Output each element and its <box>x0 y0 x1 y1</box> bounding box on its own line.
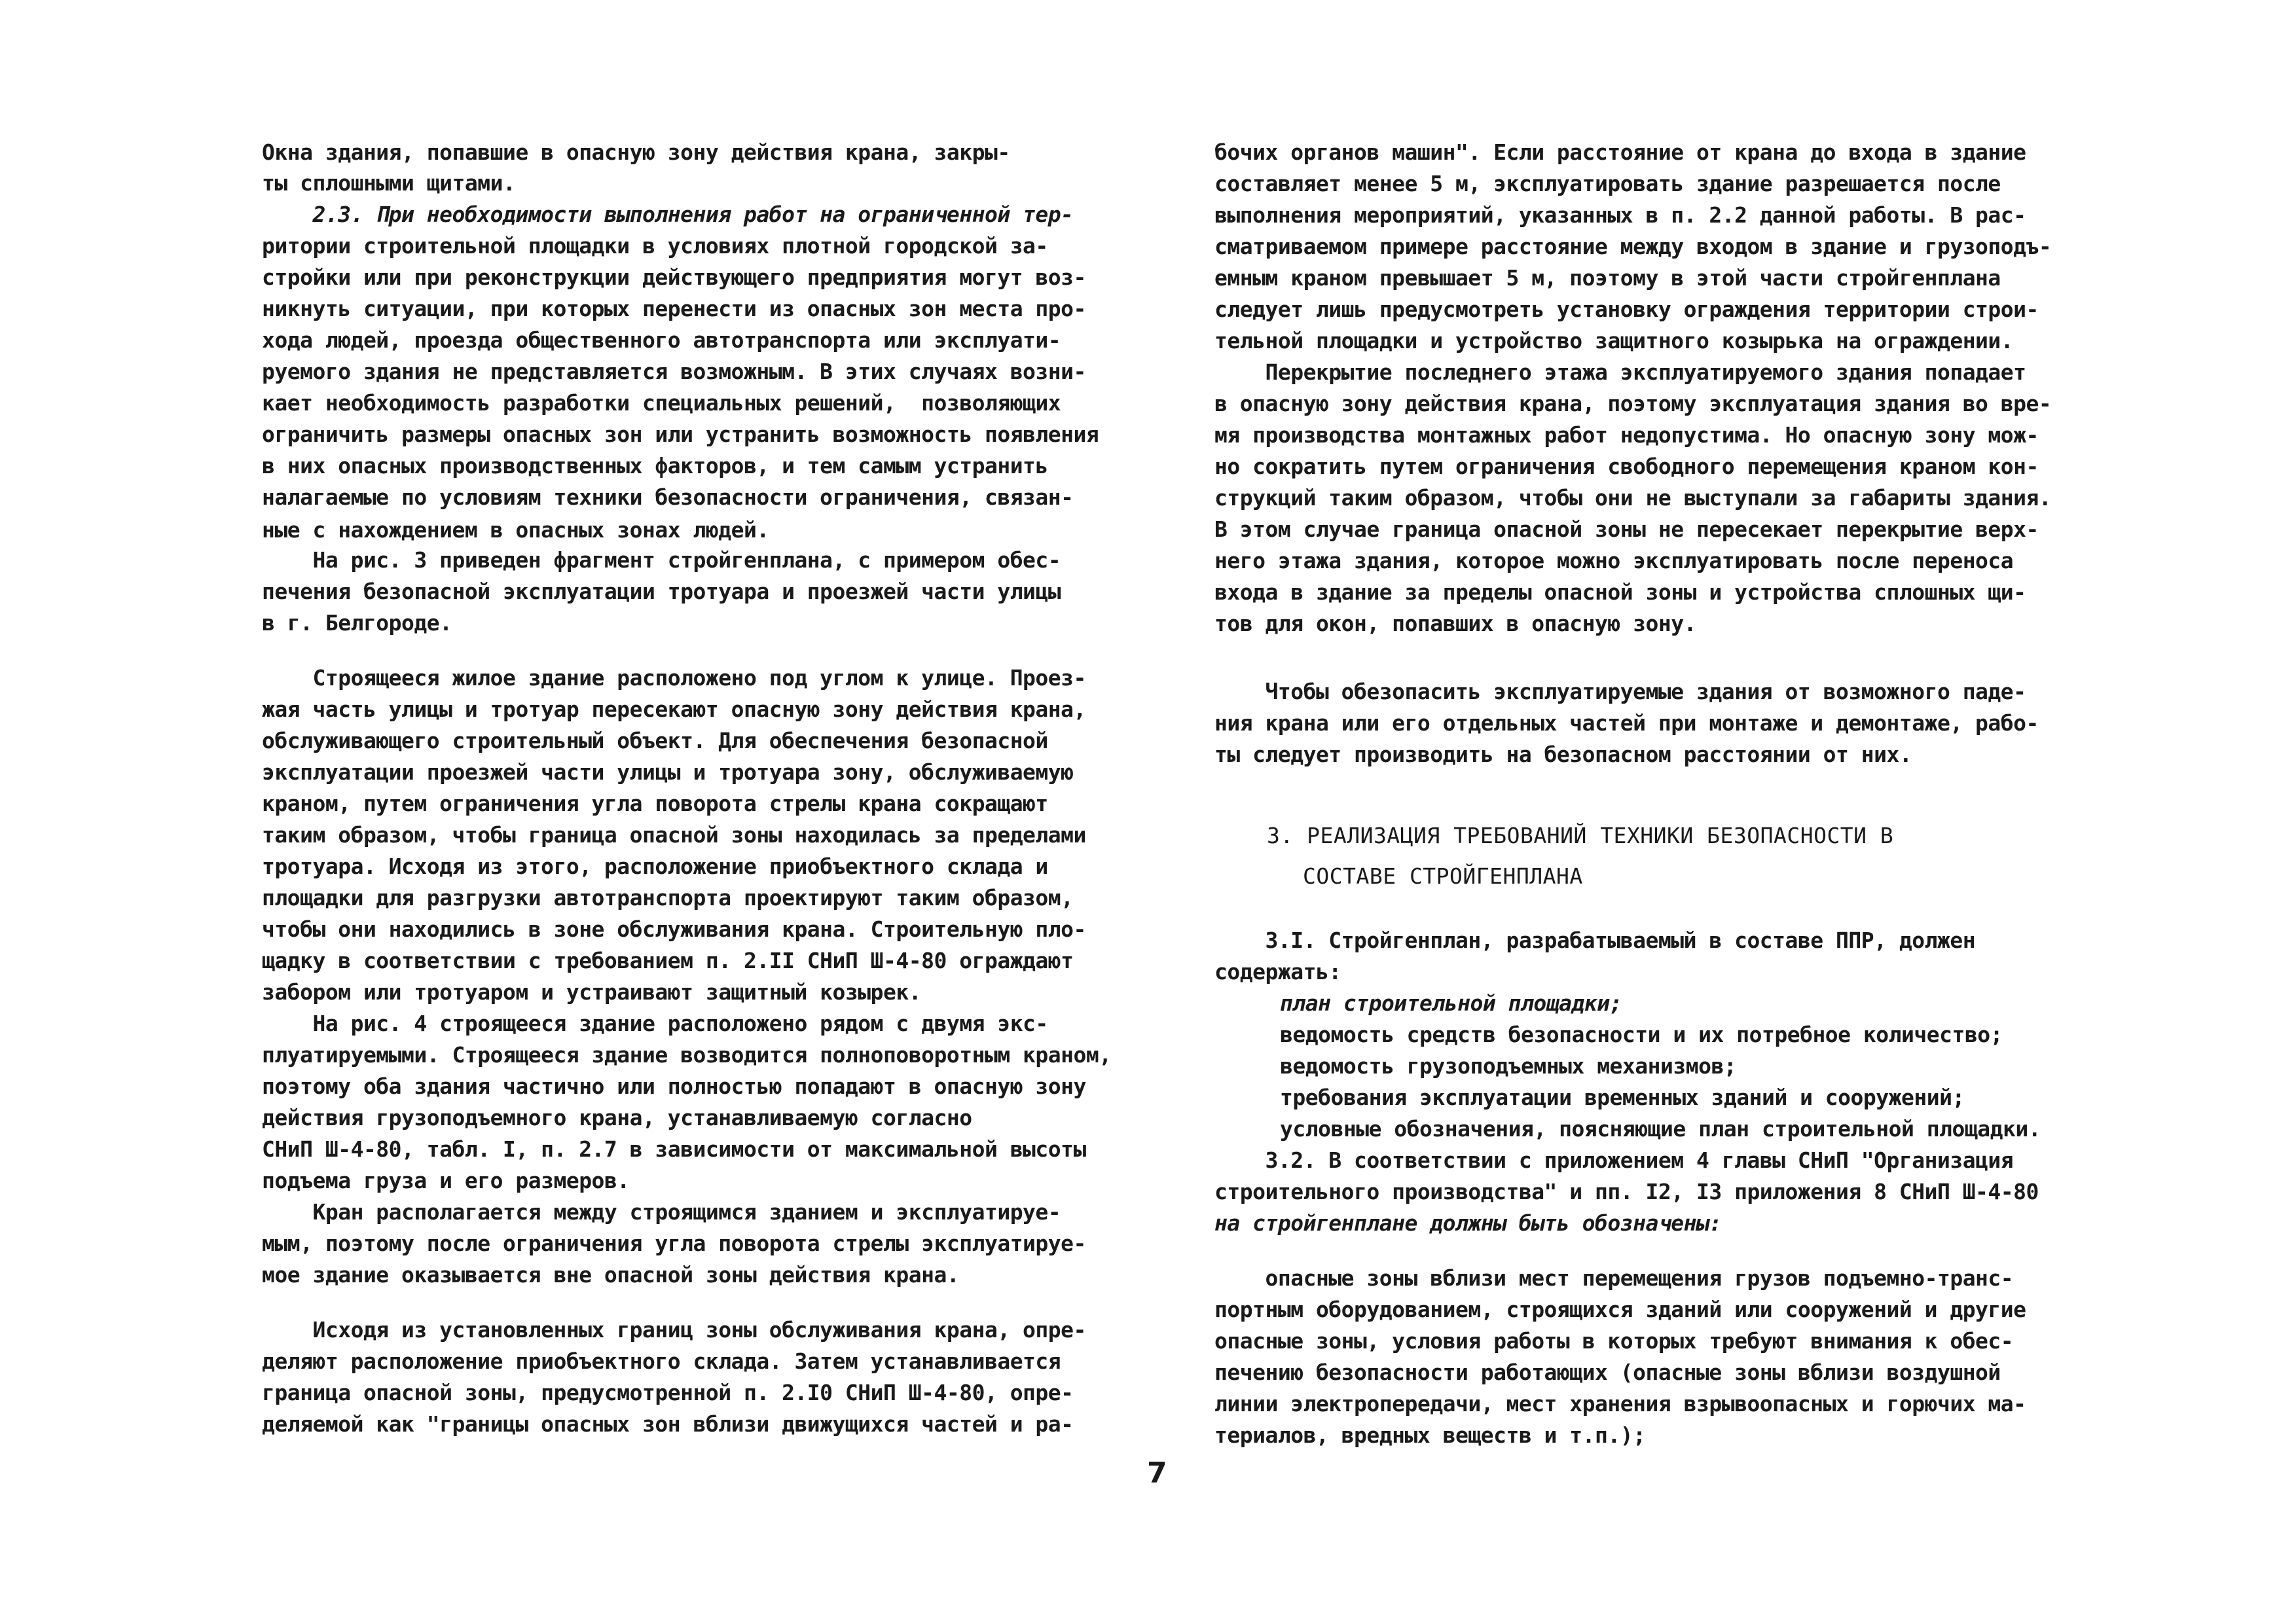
text-line: поэтому оба здания частично или полностью попадают в опасную зону <box>262 1074 1086 1099</box>
text-line: действия грузоподъемного крана, устанавливаемую согласно <box>262 1105 972 1130</box>
text-line: сматриваемом примере расстояние между входом в здание и грузоподъ- <box>1214 234 2052 259</box>
text-line: площадки для разгрузки автотранспорта проектируют таким образом, <box>262 885 1074 911</box>
text-line: содержать: <box>1214 959 1341 984</box>
text-line: руемого здания не представляется возможным. В этих случаях возни- <box>262 359 1086 384</box>
text-line: следует лишь предусмотреть установку ограждения территории строи- <box>1214 297 2039 322</box>
text-line: териалов, вредных веществ и т.п.); <box>1214 1422 1646 1448</box>
text-line: мым, поэтому после ограничения угла поворота стрелы эксплуатируе- <box>262 1231 1086 1256</box>
list-item: ведомость грузоподъемных механизмов; <box>1280 1053 1737 1079</box>
text-line: мя производства монтажных работ недопустима. Но опасную зону мож- <box>1214 422 2039 448</box>
text-line: печению безопасности работающих (опасные зоны вблизи воздушной <box>1214 1360 2001 1385</box>
text-line: граница опасной зоны, предусмотренной п. 2.I0 СНиП Ш-4-80, опре- <box>262 1380 1074 1405</box>
text-line: СНиП Ш-4-80, табл. I, п. 2.7 в зависимости от максимальной высоты <box>262 1136 1086 1162</box>
text-line: никнуть ситуации, при которых перенести из опасных зон места про- <box>262 296 1086 321</box>
text-line: составляет менее 5 м, эксплуатировать здание разрешается после <box>1214 171 2001 196</box>
section-heading: СОСТАВЕ СТРОЙГЕНПЛАНА <box>1303 863 1583 889</box>
text-line: линии электропередачи, мест хранения взрывоопасных и горючих ма- <box>1214 1391 2026 1416</box>
text-line: налагаемые по условиям техники безопасности ограничения, связан- <box>262 484 1074 510</box>
text-line: тельной площадки и устройство защитного козырька на ограждении. <box>1214 328 2014 353</box>
text-line: чтобы они находились в зоне обслуживания крана. Строительную пло- <box>262 916 1086 942</box>
text-line: Строящееся жилое здание расположено под углом к улице. Проез- <box>262 665 1086 691</box>
text-line: но сократить путем ограничения свободного перемещения краном кон- <box>1214 454 2039 479</box>
text-line: него этажа здания, которое можно эксплуатировать после переноса <box>1214 548 2014 573</box>
text-line: ритории строительной площадки в условиях плотной городской за- <box>262 233 1048 259</box>
list-item: условные обозначения, поясняющие план строительной площадки. <box>1280 1116 2041 1142</box>
text-line: подъема груза и его размеров. <box>262 1168 630 1193</box>
text-line: опасные зоны, условия работы в которых требуют внимания к обес- <box>1214 1328 2014 1354</box>
text-line: краном, путем ограничения угла поворота стрелы крана сокращают <box>262 791 1048 816</box>
text-line: струкций таким образом, чтобы они не выступали за габариты здания. <box>1214 485 2052 511</box>
text-line: хода людей, проезда общественного автотранспорта или эксплуати- <box>262 327 1061 353</box>
text-line: кает необходимость разработки специальных решений, позволяющих <box>262 390 1061 416</box>
text-line: ты следует производить на безопасном расстоянии от них. <box>1214 742 1912 767</box>
text-line: опасные зоны вблизи мест перемещения грузов подъемно-транс- <box>1214 1265 2014 1291</box>
text-line: эксплуатации проезжей части улицы и тротуара зону, обслуживаемую <box>262 759 1074 785</box>
text-line: обслуживающего строительный объект. Для обеспечения безопасной <box>262 728 1048 753</box>
text-line: щадку в соответствии с требованием п. 2.II СНиП Ш-4-80 ограждают <box>262 948 1074 973</box>
text-line: На рис. 4 строящееся здание расположено рядом с двумя экс- <box>262 1011 1048 1036</box>
text-line: мое здание оказывается вне опасной зоны действия крана. <box>262 1262 960 1288</box>
text-line: печения безопасной эксплуатации тротуара и проезжей части улицы <box>262 579 1061 604</box>
text-line: ния крана или его отдельных частей при монтаже и демонтаже, рабо- <box>1214 710 2039 736</box>
text-line: ные с нахождением в опасных зонах людей. <box>262 517 769 543</box>
text-line: в г. Белгороде. <box>262 610 452 636</box>
text-line: деляемой как "границы опасных зон вблизи движущихся частей и ра- <box>262 1411 1074 1437</box>
text-line: На рис. 3 приведен фрагмент стройгенплана, с примером обес- <box>262 547 1061 573</box>
text-line: 3.2. В соответствии с приложением 4 главы СНиП "Организация <box>1214 1147 2014 1173</box>
text-line: В этом случае граница опасной зоны не пересекает перекрытие верх- <box>1214 516 2039 542</box>
text-line: Окна здания, попавшие в опасную зону действия крана, закры- <box>262 139 1010 165</box>
text-line: строительного производства" и пп. I2, I3 приложения 8 СНиП Ш-4-80 <box>1214 1179 2039 1204</box>
text-line: жая часть улицы и тротуар пересекают опасную зону действия крана, <box>262 696 1086 722</box>
text-line: плуатируемыми. Строящееся здание возводится полноповоротным краном, <box>262 1042 1112 1068</box>
text-line: забором или тротуаром и устраивают защитный козырек. <box>262 979 922 1005</box>
text-line: Перекрытие последнего этажа эксплуатируемого здания попадает <box>1214 359 2026 385</box>
text-line: Кран располагается между строящимся зданием и эксплуатируе- <box>262 1199 1061 1225</box>
text-line: таким образом, чтобы граница опасной зоны находилась за пределами <box>262 822 1086 848</box>
text-line: на стройгенплане должны быть обозначены: <box>1214 1210 1722 1236</box>
list-item: ведомость средств безопасности и их потребное количество; <box>1280 1022 2003 1047</box>
page-number: 7 <box>1147 1456 1167 1490</box>
text-line: в опасную зону действия крана, поэтому эксплуатация здания во вре- <box>1214 391 2052 416</box>
text-line: Чтобы обезопасить эксплуатируемые здания от возможного паде- <box>1214 679 2026 704</box>
list-item: требования эксплуатации временных зданий и сооружений; <box>1280 1085 1965 1110</box>
text-line: ты сплошными щитами. <box>262 170 516 196</box>
text-line: входа в здание за пределы опасной зоны и устройства сплошных щи- <box>1214 579 2026 605</box>
text-line: ограничить размеры опасных зон или устранить возможность появления <box>262 422 1099 447</box>
text-line: бочих органов машин". Если расстояние от крана до входа в здание <box>1214 139 2026 165</box>
text-line: выполнения мероприятий, указанных в п. 2.2 данной работы. В рас- <box>1214 202 2026 228</box>
text-line: Исходя из установленных границ зоны обслуживания крана, опре- <box>262 1317 1086 1343</box>
text-line: деляют расположение приобъектного склада. Затем устанавливается <box>262 1348 1061 1374</box>
text-line: 2.3. При необходимости выполнения работ на ограниченной тер- <box>262 202 1074 227</box>
text-line: 3.I. Стройгенплан, разрабатываемый в составе ППР, должен <box>1214 928 1976 953</box>
text-line: емным краном превышает 5 м, поэтому в этой части стройгенплана <box>1214 265 2001 291</box>
text-line: тов для окон, попавших в опасную зону. <box>1214 611 1696 636</box>
list-item: план строительной площадки; <box>1280 990 1622 1016</box>
text-line: стройки или при реконструкции действующего предприятия могут воз- <box>262 264 1086 290</box>
text-line: тротуара. Исходя из этого, расположение приобъектного склада и <box>262 854 1048 879</box>
text-line: портным оборудованием, строящихся зданий или сооружений и другие <box>1214 1297 2026 1322</box>
text-line: в них опасных производственных факторов, и тем самым устранить <box>262 453 1048 478</box>
section-heading: 3. РЕАЛИЗАЦИЯ ТРЕБОВАНИЙ ТЕХНИКИ БЕЗОПАСНОСТИ В <box>1267 823 1894 848</box>
